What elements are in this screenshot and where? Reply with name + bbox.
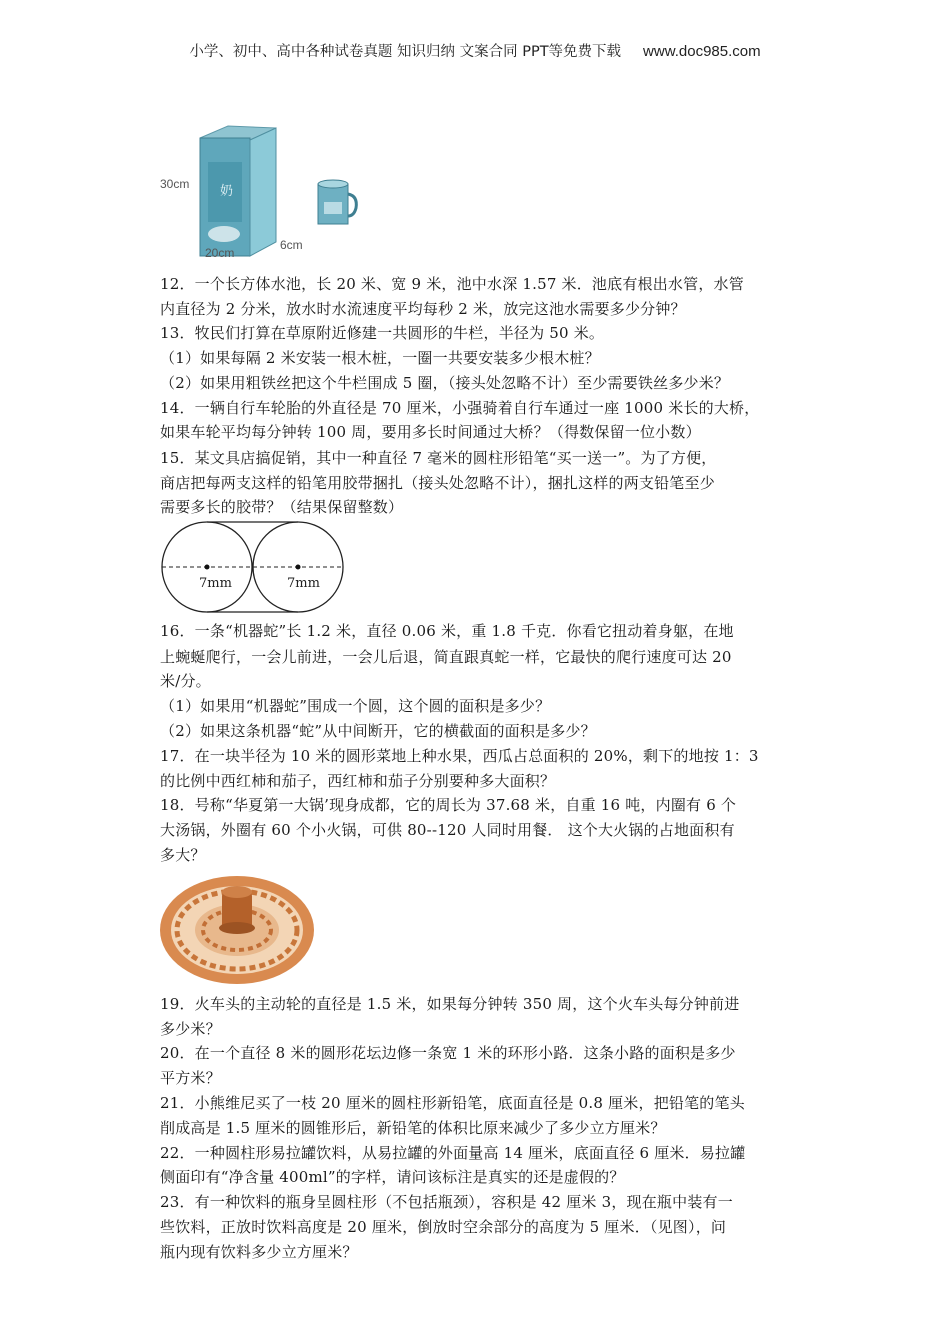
text-line: （2）如果这条机器“蛇”从中间断开，它的横截面的面积是多少？ bbox=[160, 722, 596, 740]
text-line: （1）如果用“机器蛇”围成一个圆，这个圆的面积是多少？ bbox=[160, 697, 551, 715]
pencil-right-label: 7mm bbox=[287, 576, 320, 591]
text-line: 米/分。 bbox=[160, 672, 211, 690]
milk-carton-illustration bbox=[158, 122, 368, 262]
header-site: www.doc985.com bbox=[643, 43, 761, 60]
cup-label: 6cm bbox=[280, 238, 303, 252]
height-label: 30cm bbox=[160, 177, 190, 191]
text-line: 如果车轮平均每分钟转 100 周，要用多长时间通过大桥？（得数保留一位小数） bbox=[160, 423, 701, 441]
text-line: 16．一条“机器蛇”长 1.2 米，直径 0.06 米，重 1.8 千克．你看它扭动着身躯，在地 bbox=[160, 622, 734, 640]
text-line: 削成高是 1.5 厘米的圆锥形后，新铅笔的体积比原来减少了多少立方厘米？ bbox=[160, 1119, 666, 1137]
text-line: 23．有一种饮料的瓶身呈圆柱形（不包括瓶颈），容积是 42 厘米 3，现在瓶中装有一 bbox=[160, 1193, 733, 1211]
text-line: 13．牧民们打算在草原附近修建一共圆形的牛栏，半径为 50 米。 bbox=[160, 324, 605, 342]
page-header bbox=[0, 40, 950, 61]
hotpot-figure bbox=[158, 868, 316, 986]
text-line: 14．一辆自行车轮胎的外直径是 70 厘米，小强骑着自行车通过一座 1000 米长的大桥， bbox=[160, 399, 760, 417]
text-line: （2）如果用粗铁丝把这个牛栏围成 5 圈，（接头处忽略不计）至少需要铁丝多少米？ bbox=[160, 374, 730, 392]
two-circles-diagram bbox=[160, 520, 348, 616]
pencil-left-label: 7mm bbox=[199, 576, 232, 591]
milk-carton-figure bbox=[158, 122, 368, 262]
text-line: 19．火车头的主动轮的直径是 1.5 米，如果每分钟转 350 周，这个火车头每分钟前进 bbox=[160, 995, 740, 1013]
text-line: 瓶内现有饮料多少立方厘米？ bbox=[160, 1243, 358, 1261]
text-line: 21．小熊维尼买了一枝 20 厘米的圆柱形新铅笔，底面直径是 0.8 厘米，把铅笔的笔头 bbox=[160, 1094, 745, 1112]
text-line: 多少米？ bbox=[160, 1020, 221, 1038]
pencils-figure bbox=[160, 520, 348, 616]
text-line: 12．一个长方体水池，长 20 米、宽 9 米，池中水深 1.57 米．池底有根出水管，水管 bbox=[160, 275, 744, 293]
carton-text: 奶 bbox=[220, 183, 234, 198]
text-line: 平方米？ bbox=[160, 1069, 221, 1087]
text-line: 17．在一块半径为 10 米的圆形菜地上种水果，西瓜占总面积的 20%，剩下的地按 1：3 bbox=[160, 747, 759, 765]
text-line: 些饮料，正放时饮料高度是 20 厘米，倒放时空余部分的高度为 5 厘米．（见图），问 bbox=[160, 1218, 727, 1236]
text-line: 18．号称“华夏第一大锅’现身成都，它的周长为 37.68 米，自重 16 吨，内圈有 6 个 bbox=[160, 796, 737, 814]
text-line: 侧面印有“净含量 400ml”的字样，请问该标注是真实的还是虚假的？ bbox=[160, 1168, 625, 1186]
width-label: 20cm bbox=[205, 246, 235, 260]
text-line: 上蜿蜒爬行，一会儿前进，一会儿后退，简直跟真蛇一样，它最快的爬行速度可达 20 bbox=[160, 648, 732, 666]
text-line: 需要多长的胶带？（结果保留整数） bbox=[160, 498, 404, 516]
text-line: 15．某文具店搞促销，其中一种直径 7 毫米的圆柱形铅笔“买一送一”。为了方便， bbox=[160, 449, 717, 467]
text-line: 20．在一个直径 8 米的圆形花坛边修一条宽 1 米的环形小路．这条小路的面积是多少 bbox=[160, 1044, 736, 1062]
hotpot-photo bbox=[158, 868, 316, 986]
header-text: 小学、初中、高中各种试卷真题 知识归纳 文案合同 PPT等免费下载 bbox=[189, 44, 622, 60]
text-line: 大汤锅，外圈有 60 个小火锅，可供 80--120 人同时用餐． 这个大火锅的占地面积有 bbox=[160, 821, 735, 839]
text-line: 内直径为 2 分米，放水时水流速度平均每秒 2 米，放完这池水需要多少分钟？ bbox=[160, 300, 686, 318]
text-line: 商店把每两支这样的铅笔用胶带捆扎（接头处忽略不计），捆扎这样的两支铅笔至少 bbox=[160, 474, 715, 492]
text-line: 多大？ bbox=[160, 846, 206, 864]
text-line: 的比例中西红柿和茄子，西红柿和茄子分别要种多大面积？ bbox=[160, 772, 556, 790]
text-line: （1）如果每隔 2 米安装一根木桩，一圈一共要安装多少根木桩？ bbox=[160, 349, 600, 367]
text-line: 22．一种圆柱形易拉罐饮料，从易拉罐的外面量高 14 厘米，底面直径 6 厘米．易拉罐 bbox=[160, 1144, 746, 1162]
